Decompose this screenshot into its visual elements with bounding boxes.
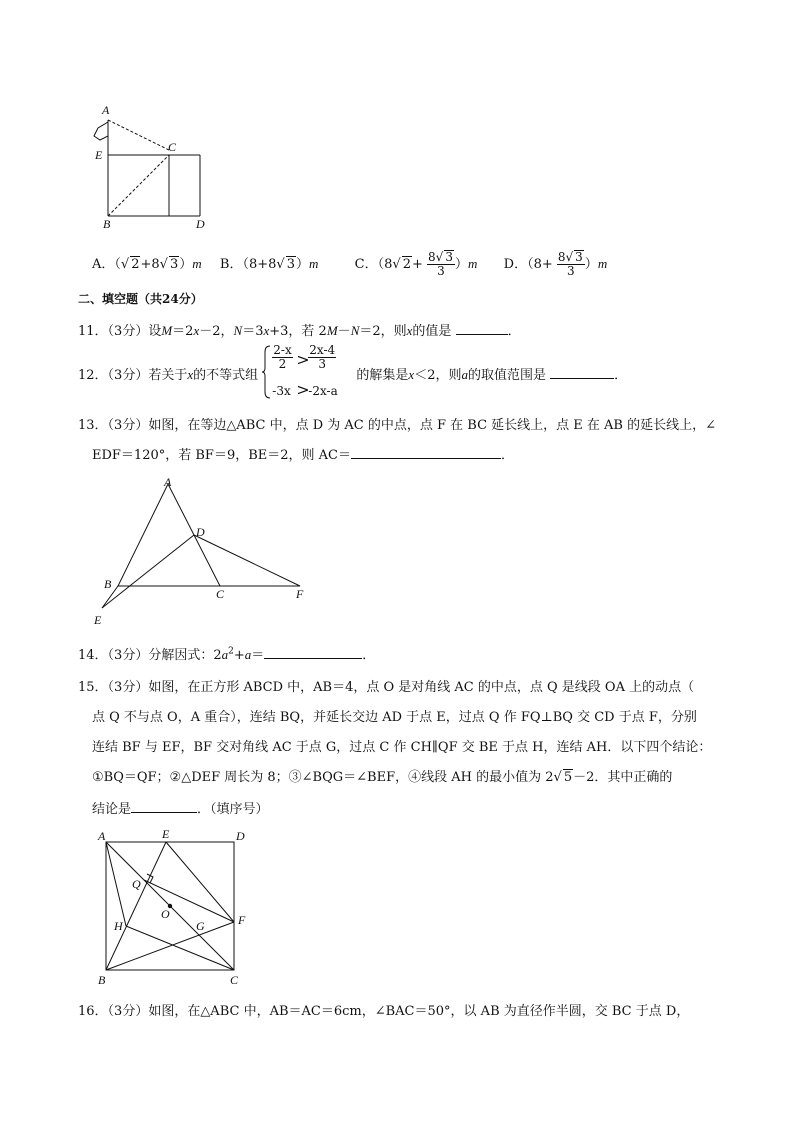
section-title: 二、填空题（共24分） [78,292,203,306]
label-b: B [103,217,111,231]
question-15-line-3: 连结 BF 与 EF，BF 交对角线 AC 于点 G，过点 C 作 CH∥QF 交 BE 于点 H，连结 AH．以下四个结论： [92,740,712,755]
question-15-line-5: 结论是 ．（填序号） [92,802,269,817]
q10-figure [88,100,218,235]
answer-blank-12[interactable] [550,366,614,379]
option-a[interactable]: A．（√ 2+8√ 3）m [92,255,202,272]
label-f: F [296,587,304,601]
question-11: 11．（3分）设M＝2x－2，N＝3x+3，若 2M－N＝2，则x的值是 ． [78,323,521,339]
label-b: B [98,973,106,987]
label-e: E [162,827,170,841]
segment-ah [106,842,126,926]
answer-blank-14[interactable] [264,646,362,659]
segment-df [194,535,300,586]
question-15-line-2: 点 Q 不与点 O，A 重合），连结 BQ，并延长交边 AD 于点 E，过点 Q 作 FQ⊥BQ 交 CD 于点 F，分别 [92,710,697,725]
label-d: D [196,525,205,539]
label-e: E [94,613,102,627]
triangle-abc [118,484,220,586]
label-a: A [164,475,172,489]
segment-ef [166,842,234,922]
label-f: F [238,913,246,927]
label-b: B [104,577,112,591]
segment-de [102,535,194,608]
label-q: Q [132,877,141,891]
segment-qf [144,880,234,922]
question-12: 12．（3分）若关于x的不等式组 $\frac{2-x}{2}$ > $\frac{2x-4}{3}$ -3x > -2x-a 的解集是x＜2，则a的取值范围是 ． [78,343,628,399]
label-c: C [230,973,239,987]
q13-figure [86,474,316,630]
label-h: H [114,919,123,933]
question-15-line-1: 15．（3分）如图，在正方形 ABCD 中，AB＝4，点 O 是对角线 AC 的中点，点 Q 是线段 OA 上的动点（ [78,680,695,695]
answer-blank-15[interactable] [131,800,197,813]
option-b[interactable]: B．（8+8√ 3）m [219,255,319,272]
label-o: O [161,907,170,921]
answer-blank-13[interactable] [351,446,501,459]
label-a: A [98,829,106,843]
question-13-line-1: 13．（3分）如图，在等边△ABC 中，点 D 为 AC 的中点，点 F 在 BC 延长线上，点 E 在 AB 的延长线上，∠ [78,418,717,433]
q15-figure [90,826,260,988]
label-d: D [236,829,245,843]
answer-blank-11[interactable] [456,322,508,335]
segment-ch [126,926,234,970]
q10-options [92,250,607,278]
label-d: D [196,217,205,231]
option-d[interactable]: D．（8+ $\frac{8√ 3}{3}$ ）m [503,250,608,278]
inequality-system: $\frac{2-x}{2}$ > $\frac{2x-4}{3}$ -3x > -2x-a [262,344,352,400]
label-e: E [95,148,103,162]
label-g: G [196,919,205,933]
label-a: A [102,103,110,117]
flag-shape [94,122,108,140]
dashed-bc [108,155,169,216]
question-13-line-2: EDF＝120°，若 BF＝9，BE＝2，则 AC＝ ． [92,448,515,463]
label-c: C [168,140,177,154]
question-15-line-4: ①BQ＝QF；②△DEF 周长为 8；③∠BQG＝∠BEF，④线段 AH 的最小值为 2√ 5－2．其中正确的 [92,770,673,785]
question-16-line-1: 16．（3分）如图，在△ABC 中，AB＝AC＝6cm，∠BAC＝50°，以 AB 为直径作半圆，交 BC 于点 D， [78,1004,690,1019]
option-c[interactable]: C．（8√ 2+ $\frac{8√ 3}{3}$ ）m [354,250,478,278]
dashed-ac [108,120,169,150]
label-c: C [216,587,225,601]
question-14: 14．（3分）分解因式：$2a^2+a=$ ． [78,646,376,663]
